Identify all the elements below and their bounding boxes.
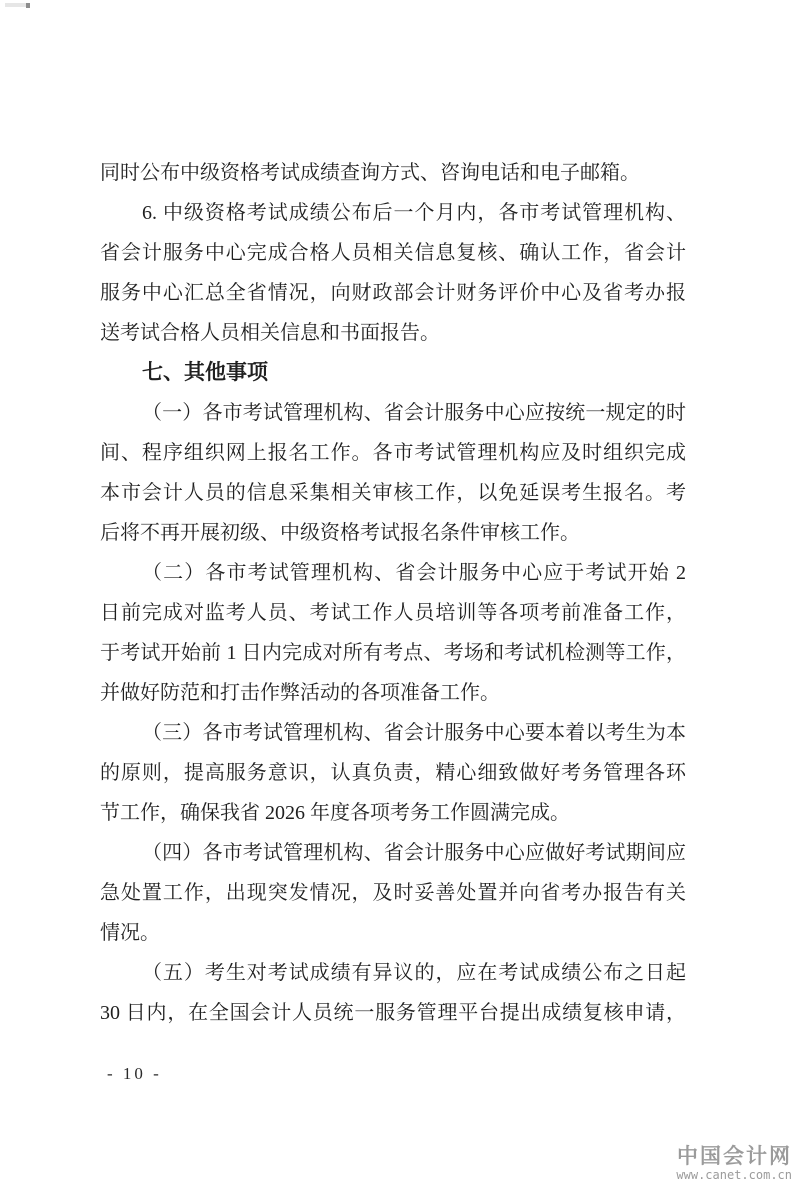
paragraph [100, 833, 686, 953]
watermark-site-name: 中国会计网 [677, 1145, 792, 1168]
document-body [100, 153, 686, 1033]
document-line: 情况。 [100, 922, 160, 944]
document-line: 服务中心汇总全省情况，向财政部会计财务评价中心及省考办报 [100, 282, 686, 304]
paragraph [100, 713, 686, 833]
document-line: （一）各市考试管理机构、省会计服务中心应按统一规定的时 [142, 402, 686, 424]
scan-artifact-dot [26, 3, 30, 8]
paragraph [100, 153, 686, 193]
document-line: 的原则，提高服务意识，认真负责，精心细致做好考务管理各环 [100, 762, 686, 784]
paragraph [100, 393, 686, 553]
document-line: （三）各市考试管理机构、省会计服务中心要本着以考生为本 [142, 722, 686, 744]
watermark-site-url: www.canet.com.cn [676, 1168, 792, 1182]
document-line: 送考试合格人员相关信息和书面报告。 [100, 322, 440, 344]
scan-artifact-smudge [5, 3, 27, 7]
document-line: 后将不再开展初级、中级资格考试报名条件审核工作。 [100, 522, 580, 544]
document-line: （四）各市考试管理机构、省会计服务中心应做好考试期间应 [142, 842, 686, 864]
paragraph [100, 953, 686, 1033]
document-line: 6. 中级资格考试成绩公布后一个月内，各市考试管理机构、 [142, 202, 686, 224]
document-line: 节工作，确保我省 2026 年度各项考务工作圆满完成。 [100, 802, 570, 824]
document-line: 于考试开始前 1 日内完成对所有考点、考场和考试机检测等工作， [100, 642, 686, 664]
document-line: 并做好防范和打击作弊活动的各项准备工作。 [100, 682, 500, 704]
page-number: - 10 - [107, 1064, 162, 1083]
document-line: （二）各市考试管理机构、省会计服务中心应于考试开始 2 [142, 562, 686, 584]
document-line: 急处置工作，出现突发情况，及时妥善处置并向省考办报告有关 [100, 882, 686, 904]
document-line: 本市会计人员的信息采集相关审核工作，以免延误考生报名。考 [100, 482, 686, 504]
document-line: 间、程序组织网上报名工作。各市考试管理机构应及时组织完成 [100, 442, 686, 464]
document-line: 30 日内，在全国会计人员统一服务管理平台提出成绩复核申请， [100, 1002, 686, 1024]
watermark [676, 1146, 792, 1181]
paragraph [100, 193, 686, 353]
section-heading [100, 353, 686, 393]
document-line: 七、其他事项 [142, 361, 268, 384]
document-line: 日前完成对监考人员、考试工作人员培训等各项考前准备工作， [100, 602, 686, 624]
document-line: （五）考生对考试成绩有异议的，应在考试成绩公布之日起 [142, 962, 686, 984]
document-line: 同时公布中级资格考试成绩查询方式、咨询电话和电子邮箱。 [100, 162, 640, 184]
document-line: 省会计服务中心完成合格人员相关信息复核、确认工作，省会计 [100, 242, 686, 264]
paragraph [100, 553, 686, 713]
